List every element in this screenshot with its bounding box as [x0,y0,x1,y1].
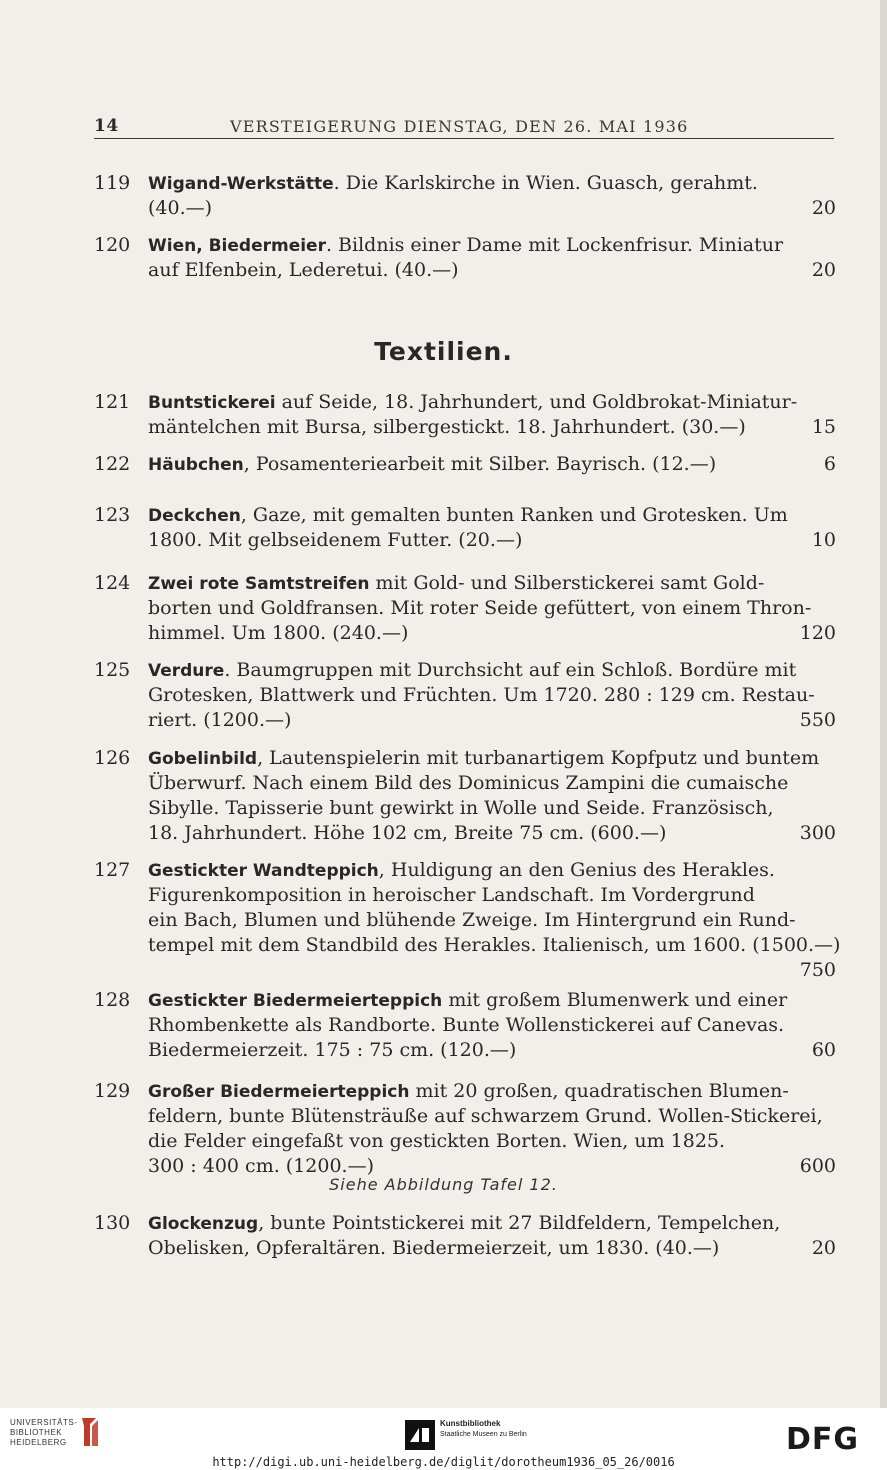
page-number: 14 [94,116,119,136]
lot-text: 1800. Mit gelbseidenem Futter. (20.—) [148,529,523,551]
lot-number: 127 [94,859,131,881]
lot-title: Deckchen [148,506,241,526]
lot-price: 10 [811,529,836,551]
lot-text: auf Seide, 18. Jahrhundert, und Goldbrokat-Miniatur- [275,391,798,413]
lot-text: mit großem Blumenwerk und einer [442,989,788,1011]
lot-line [148,746,836,771]
lot-line [148,771,836,796]
lot-description [148,390,836,440]
section-title: Textilien. [374,337,513,366]
lot-text: (40.—) [148,197,213,219]
lot-number: 120 [94,234,131,256]
lot-line [148,988,836,1013]
lot-text: . Bildnis einer Dame mit Lockenfrisur. Miniatur [325,234,784,256]
lot-price: 15 [811,416,836,438]
lot-price: 20 [811,1237,836,1259]
source-url[interactable]: http://digi.ub.uni-heidelberg.de/diglit/dorotheum1936_05_26/0016 [212,1455,675,1469]
lot-text: . Baumgruppen mit Durchsicht auf ein Schloß. Bordüre mit [224,659,797,681]
lot-line [148,390,836,415]
lot-price: 6 [823,453,836,475]
lot-text: Grotesken, Blattwerk und Früchten. Um 1720. 280 : 129 cm. Restau- [148,684,815,706]
lot-line [148,171,836,196]
lot-description [148,233,836,283]
lot-text: himmel. Um 1800. (240.—) [148,622,409,644]
lot-price: 750 [799,959,836,981]
lot-text: , Huldigung an den Genius des Herakles. [378,859,775,881]
lot-description [148,171,836,221]
lot-number: 129 [94,1080,131,1102]
lot-number: 121 [94,391,131,413]
lot-line [148,933,841,958]
lot-text: , bunte Pointstickerei mit 27 Bildfeldern, Tempelchen, [258,1212,781,1234]
lot-number: 123 [94,504,131,526]
lot-title: Gestickter Wandteppich [148,861,379,881]
kunstbibliothek-logo-icon [405,1420,435,1450]
page-edge [880,0,887,1408]
lot-line [148,858,836,883]
lot-description [148,858,841,983]
lot-text: , Lautenspielerin mit turbanartigem Kopfputz und buntem [257,747,820,769]
lot-text: tempel mit dem Standbild des Herakles. Italienisch, um 1600. (1500.—) [148,934,841,956]
dfg-logo: DFG [786,1422,860,1457]
lot-description [148,452,836,477]
lot-number: 125 [94,659,131,681]
lot-text: 300 : 400 cm. (1200.—) [148,1155,375,1177]
lot-line [148,908,836,933]
lot-line [148,452,836,477]
lot-line [148,196,836,221]
lot-price: 120 [799,622,836,644]
lot-line [148,658,836,683]
lot-price: 20 [811,259,836,281]
lot-text: Rhombenkette als Randborte. Bunte Wollenstickerei auf Canevas. [148,1014,785,1036]
lot-text: Obelisken, Opferaltären. Biedermeierzeit, um 1830. (40.—) [148,1237,720,1259]
lot-title: Zwei rote Samtstreifen [148,574,370,594]
footer-bar [0,1408,887,1470]
lot-text: , Posamenteriearbeit mit Silber. Bayrisch. (12.—) [243,453,717,475]
lot-text: feldern, bunte Blütensträuße auf schwarzem Grund. Wollen-Stickerei, [148,1105,823,1127]
lot-number: 122 [94,453,131,475]
running-header [94,114,834,139]
lot-price: 600 [799,1155,836,1177]
lot-description [148,658,836,733]
lot-text: , Gaze, mit gemalten bunten Ranken und Grotesken. Um [240,504,788,526]
lot-line [148,528,836,553]
lot-text: auf Elfenbein, Lederetui. (40.—) [148,259,459,281]
lot-line [148,708,836,733]
lot-line [148,1079,836,1104]
lot-line [148,1104,836,1129]
lot-title: Wien, Biedermeier [148,236,326,256]
lot-title: Gestickter Biedermeierteppich [148,991,443,1011]
university-library-logo: UNIVERSITÄTS- BIBLIOTHEK HEIDELBERG [10,1418,78,1447]
lot-title: Großer Biedermeierteppich [148,1082,410,1102]
lot-line [148,233,836,258]
lot-text: 18. Jahrhundert. Höhe 102 cm, Breite 75 cm. (600.—) [148,822,667,844]
lot-number: 126 [94,747,131,769]
lot-line [148,503,836,528]
lot-number: 130 [94,1212,131,1234]
lot-line [148,683,836,708]
lot-line [148,621,836,646]
lot-price: 300 [799,822,836,844]
lot-price: 60 [811,1039,836,1061]
lot-description [148,571,836,646]
lot-price: 550 [799,709,836,731]
lot-line [148,571,836,596]
lot-price: 20 [811,197,836,219]
kunstbibliothek-text: Kunstbibliothek Staatliche Museen zu Berlin [440,1419,527,1438]
lot-description [148,503,836,553]
lot-line [148,1038,836,1063]
plate-note: Siehe Abbildung Tafel 12. [329,1175,558,1194]
lot-number: 119 [94,172,131,194]
lot-text: riert. (1200.—) [148,709,292,731]
lot-description [148,1079,836,1179]
lot-title: Häubchen [148,455,244,475]
lot-line [148,258,836,283]
lot-title: Gobelinbild [148,749,258,769]
lot-line [148,1129,836,1154]
lot-title: Buntstickerei [148,393,276,413]
lot-line [148,1236,836,1261]
lot-text: Überwurf. Nach einem Bild des Dominicus Zampini die cumaische [148,772,789,794]
lot-line [148,796,836,821]
lot-title: Wigand-Werkstätte [148,174,334,194]
lot-line [148,958,836,983]
lot-text: mäntelchen mit Bursa, silbergestickt. 18. Jahrhundert. (30.—) [148,416,746,438]
lot-text: mit Gold- und Silberstickerei samt Gold- [369,572,765,594]
lot-text: borten und Goldfransen. Mit roter Seide gefüttert, von einem Thron- [148,597,812,619]
lot-line [148,821,836,846]
lot-text: . Die Karlskirche in Wien. Guasch, gerahmt. [333,172,758,194]
lot-line [148,883,836,908]
lot-description [148,746,836,846]
lot-line [148,1013,836,1038]
lot-text: ein Bach, Blumen und blühende Zweige. Im Hintergrund ein Rund- [148,909,796,931]
header-title: VERSTEIGERUNG DIENSTAG, DEN 26. MAI 1936 [230,117,689,136]
lot-number: 128 [94,989,131,1011]
lot-line [148,415,836,440]
lot-description [148,988,836,1063]
lot-title: Glockenzug [148,1214,259,1234]
lot-title: Verdure [148,661,225,681]
lot-line [148,1211,836,1236]
lot-number: 124 [94,572,131,594]
lot-line [148,596,836,621]
lot-text: mit 20 großen, quadratischen Blumen- [409,1080,789,1102]
lot-description [148,1211,836,1261]
library-mark-icon [78,1416,100,1448]
lot-text: die Felder eingefaßt von gestickten Borten. Wien, um 1825. [148,1130,726,1152]
lot-text: Sibylle. Tapisserie bunt gewirkt in Wolle und Seide. Französisch, [148,797,774,819]
lot-text: Figurenkomposition in heroischer Landschaft. Im Vordergrund [148,884,755,906]
lot-text: Biedermeierzeit. 175 : 75 cm. (120.—) [148,1039,517,1061]
